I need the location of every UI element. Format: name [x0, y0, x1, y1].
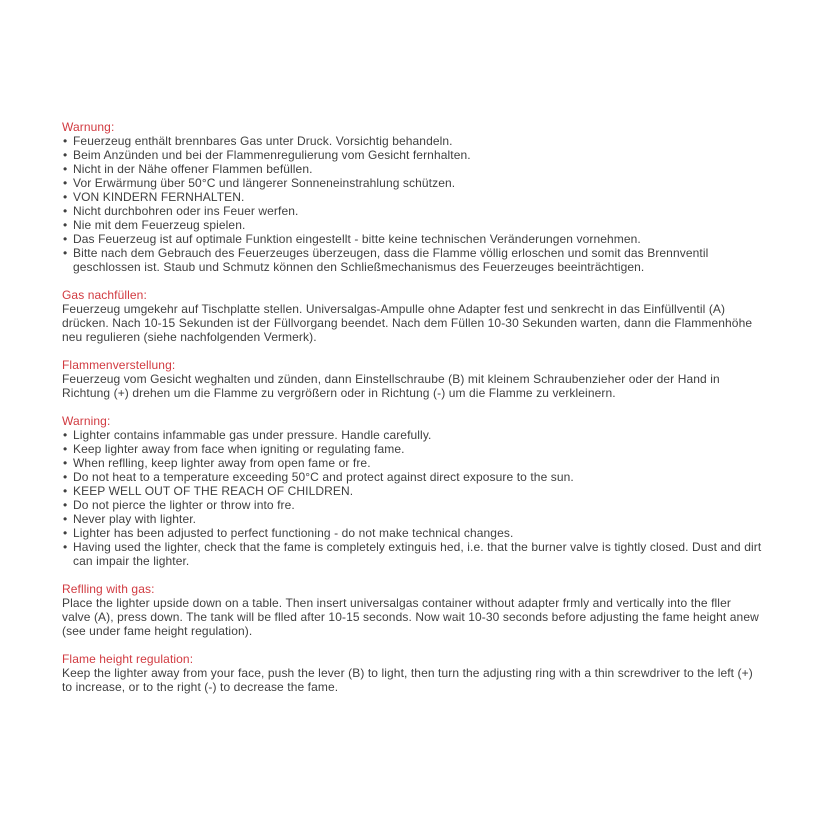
section-heading: Flame height regulation:	[62, 652, 194, 666]
section-heading: Warnung:	[62, 120, 115, 134]
bullet-item: • Bitte nach dem Gebrauch des Feuerzeuges überzeugen, dass die Flamme völlig erloschen und somit das Brennventil geschlossen ist. Staub und Schmutz können den Schließmechanismus des Feuerzeuges beeinträchtigen.	[62, 246, 762, 274]
section-flammenverstellung	[62, 358, 762, 400]
section-gas-nachfuellen	[62, 288, 762, 344]
section-warning-en	[62, 414, 762, 568]
bullet-item: • Nicht durchbohren oder ins Feuer werfen.	[62, 204, 762, 218]
bullet-item: • Having used the lighter, check that the fame is completely extinguis hed, i.e. that the burner valve is tightly closed. Dust and dirt can impair the lighter.	[62, 540, 762, 568]
bullet-item: • Das Feuerzeug ist auf optimale Funktion eingestellt - bitte keine technischen Veränderungen vornehmen.	[62, 232, 762, 246]
bullet-item: • VON KINDERN FERNHALTEN.	[62, 190, 762, 204]
bullet-item: • Keep lighter away from face when igniting or regulating fame.	[62, 442, 762, 456]
section-refilling-with-gas	[62, 582, 762, 638]
paragraph: Keep the lighter away from your face, push the lever (B) to light, then turn the adjusting ring with a thin screwdriver to the left (+) to increase, or to the right (-) to decrease the fame.	[62, 666, 753, 694]
section-warnung-de	[62, 120, 762, 274]
bullet-item: • Beim Anzünden und bei der Flammenregulierung vom Gesicht fernhalten.	[62, 148, 762, 162]
paragraph: Feuerzeug umgekehr auf Tischplatte stellen. Universalgas-Ampulle ohne Adapter fest und senkrecht in das Einfüllventil (A) drücken. Nach 10-15 Sekunden ist der Füllvorgang beendet. Nach dem Füllen 10-30 Sekunden warten, dann die Flammenhöhe neu regulieren (siehe nachfolgenden Vermerk).	[62, 302, 753, 344]
bullet-item: • Lighter has been adjusted to perfect functioning - do not make technical changes.	[62, 526, 762, 540]
bullet-item: • Feuerzeug enthält brennbares Gas unter Druck. Vorsichtig behandeln.	[62, 134, 762, 148]
bullet-item: • Do not heat to a temperature exceeding 50°C and protect against direct exposure to the sun.	[62, 470, 762, 484]
bullet-item: • When reflling, keep lighter away from open fame or fre.	[62, 456, 762, 470]
paragraph: Feuerzeug vom Gesicht weghalten und zünden, dann Einstellschraube (B) mit kleinem Schraubenzieher oder der Hand in Richtung (+) drehen um die Flamme zu vergrößern oder in Richtung (-) um die Flamme zu verkleinern.	[62, 372, 720, 400]
bullet-item: • KEEP WELL OUT OF THE REACH OF CHILDREN.	[62, 484, 762, 498]
bullet-item: • Do not pierce the lighter or throw into fre.	[62, 498, 762, 512]
section-heading: Flammenverstellung:	[62, 358, 176, 372]
bullet-item: • Nie mit dem Feuerzeug spielen.	[62, 218, 762, 232]
bullet-item: • Vor Erwärmung über 50°C und längerer Sonneneinstrahlung schützen.	[62, 176, 762, 190]
bullet-item: • Never play with lighter.	[62, 512, 762, 526]
bullet-item: • Lighter contains infammable gas under pressure. Handle carefully.	[62, 428, 762, 442]
section-heading: Reflling with gas:	[62, 582, 155, 596]
bullet-item: • Nicht in der Nähe offener Flammen befüllen.	[62, 162, 762, 176]
section-heading: Warning:	[62, 414, 111, 428]
instruction-sheet	[62, 120, 762, 694]
paragraph: Place the lighter upside down on a table. Then insert universalgas container without adapter frmly and vertically into the fller valve (A), press down. The tank will be flled after 10-15 seconds. Now wait 10-30 seconds before adjusting the fame height anew (see under fame height regulation).	[62, 596, 759, 638]
section-flame-height-regulation	[62, 652, 762, 694]
section-heading: Gas nachfüllen:	[62, 288, 147, 302]
